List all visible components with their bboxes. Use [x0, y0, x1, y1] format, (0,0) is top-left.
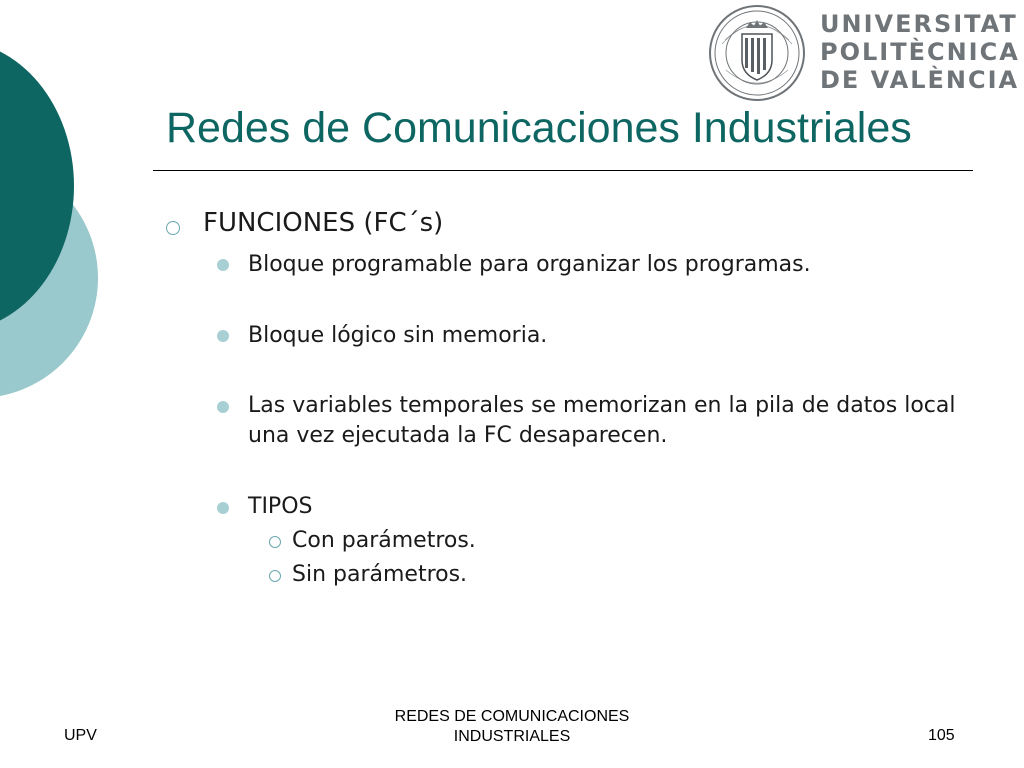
bullet-item: TIPOS	[248, 494, 313, 519]
dot-bullet-icon	[217, 330, 229, 342]
logo-line-2: POLITÈCNICA	[820, 38, 1020, 66]
page-number: 105	[928, 727, 955, 744]
dot-bullet-icon	[217, 259, 229, 271]
sub-bullet-item: Sin parámetros.	[292, 562, 468, 587]
sub-bullet-item: Con parámetros.	[292, 528, 476, 553]
ring-bullet-icon	[269, 570, 281, 582]
footer-left-text: UPV	[64, 727, 97, 744]
footer-center-line-2: INDUSTRIALES	[453, 728, 571, 745]
bullet-item: Bloque lógico sin memoria.	[248, 323, 548, 348]
slide-title: Redes de Comunicaciones Industriales	[166, 104, 912, 152]
ring-bullet-icon	[269, 536, 281, 548]
bullet-item: Bloque programable para organizar los programas.	[248, 252, 811, 277]
dot-bullet-icon	[217, 401, 229, 413]
footer-center-text	[362, 707, 662, 747]
ring-bullet-icon	[166, 221, 180, 235]
section-heading: FUNCIONES (FC´s)	[203, 208, 444, 238]
bullet-item: Las variables temporales se memorizan en la pila de datos local una vez ejecutada la FC desaparecen.	[248, 393, 956, 448]
logo-line-1: UNIVERSITAT	[820, 10, 1018, 38]
logo-line-3: DE VALÈNCIA	[820, 66, 1020, 94]
footer-center-line-1: REDES DE COMUNICACIONES	[394, 708, 630, 725]
dot-bullet-icon	[217, 502, 229, 514]
